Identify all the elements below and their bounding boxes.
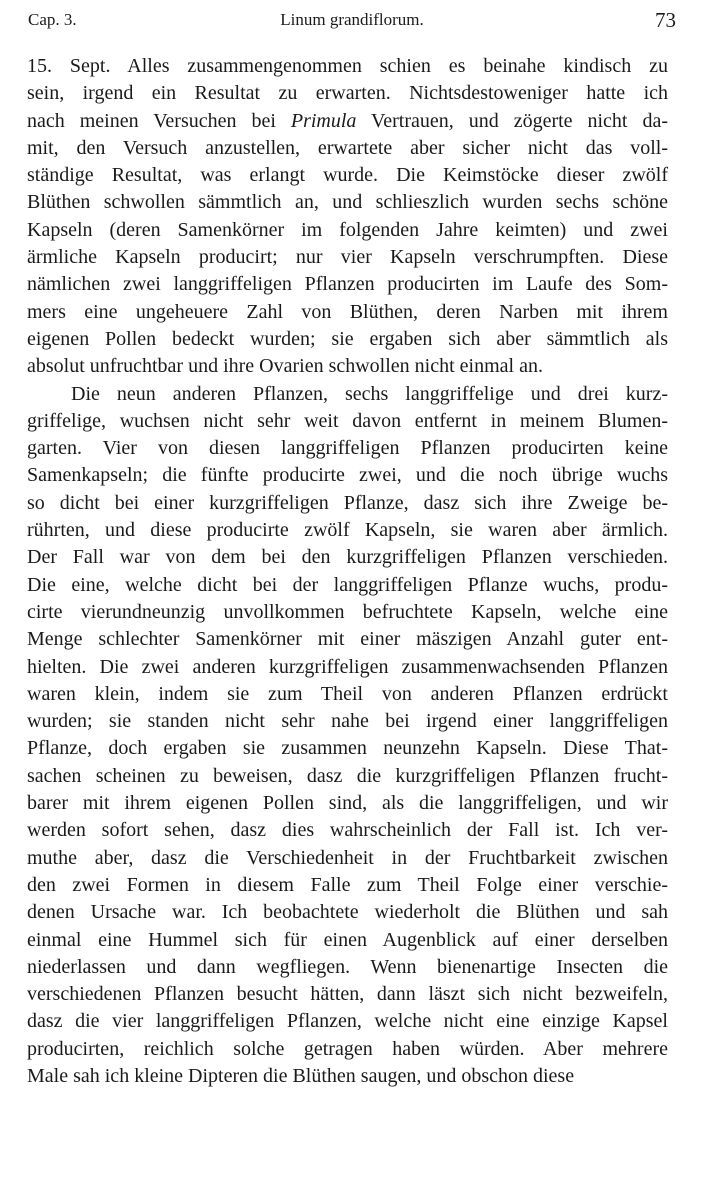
text-line: Der Fall war von dem bei den kurzgriffeligen Pflanzen verschieden. — [27, 546, 668, 569]
text-line: absolut unfruchtbar und ihre Ovarien schwollen nicht einmal an. — [27, 355, 543, 378]
text-line: dasz die vier langgriffeligen Pflanzen, welche nicht eine einzige Kapsel — [27, 1010, 668, 1033]
running-title: Linum grandiflorum. — [280, 10, 424, 29]
text-line: nach meinen Versuchen bei Primula Vertrauen, und zögerte nicht da- — [27, 109, 668, 132]
text-line: Male sah ich kleine Dipteren die Blüthen saugen, und obschon diese — [27, 1064, 575, 1087]
page-number: 73 — [655, 8, 676, 32]
text-line: denen Ursache war. Ich beobachtete wiederholt die Blüthen und sah — [27, 901, 668, 924]
text-line: sein, irgend ein Resultat zu erwarten. Nichtsdestoweniger hatte ich — [27, 82, 668, 105]
text-line: Blüthen schwollen sämmtlich an, und schlieszlich wurden sechs schöne — [27, 191, 668, 214]
text-line: cirte vierundneunzig unvollkommen befruchtete Kapseln, welche eine — [27, 600, 668, 623]
text-line: Die neun anderen Pflanzen, sechs langgriffelige und drei kurz- — [71, 382, 668, 405]
text-line: ständige Resultat, was erlangt wurde. Die Keimstöcke dieser zwölf — [27, 164, 668, 187]
running-header — [28, 8, 676, 36]
text-line: Samenkapseln; die fünfte producirte zwei, und die noch übrige wuchs — [27, 464, 668, 487]
text-line: barer mit ihrem eigenen Pollen sind, als die langgriffeligen, und wir — [27, 792, 668, 815]
text-line: ärmliche Kapseln producirt; nur vier Kapseln verschrumpften. Diese — [27, 246, 668, 269]
text-line: rührten, und diese producirte zwölf Kapseln, sie waren aber ärmlich. — [27, 519, 668, 542]
text-line: eigenen Pollen bedeckt wurden; sie ergaben sich aber sämmtlich als — [27, 327, 668, 350]
text-line: Pflanze, doch ergaben sie zusammen neunzehn Kapseln. Diese That- — [27, 737, 668, 760]
chapter-label: Cap. 3. — [28, 10, 77, 29]
text-line: 15. Sept. Alles zusammengenommen schien es beinahe kindisch zu — [27, 55, 668, 77]
text-line: so dicht bei einer kurzgriffeligen Pflanze, dasz sich ihre Zweige be- — [27, 491, 668, 514]
text-line: den zwei Formen in diesem Falle zum Theil Folge einer verschie- — [27, 873, 668, 896]
text-line: Kapseln (deren Samenkörner im folgenden Jahre keimten) und zwei — [27, 218, 668, 241]
body-text — [27, 53, 668, 1090]
text-line: hielten. Die zwei anderen kurzgriffeligen zusammenwachsenden Pflanzen — [27, 655, 668, 678]
paragraph — [27, 381, 668, 1091]
text-line: nämlichen zwei langgriffeligen Pflanzen producirten im Laufe des Som- — [27, 273, 668, 296]
text-line: muthe aber, dasz die Verschiedenheit in der Fruchtbarkeit zwischen — [27, 846, 668, 869]
text-line: mit, den Versuch anzustellen, erwartete aber sicher nicht das voll- — [27, 136, 668, 159]
text-line: wurden; sie standen nicht sehr nahe bei irgend einer langgriffeligen — [27, 710, 668, 733]
text-line: werden sofort sehen, dasz dies wahrscheinlich der Fall ist. Ich ver- — [27, 819, 668, 842]
text-line: mers eine ungeheuere Zahl von Blüthen, deren Narben mit ihrem — [27, 300, 668, 323]
text-line: sachen scheinen zu beweisen, dasz die kurzgriffeligen Pflanzen frucht- — [27, 764, 668, 787]
text-line: verschiedenen Pflanzen besucht hätten, dann läszt sich nicht bezweifeln, — [27, 983, 668, 1006]
text-line: producirten, reichlich solche getragen haben würden. Aber mehrere — [27, 1037, 668, 1060]
text-line: einmal eine Hummel sich für einen Augenblick auf einer derselben — [27, 928, 668, 951]
text-line: niederlassen und dann wegfliegen. Wenn bienenartige Insecten die — [27, 955, 668, 978]
text-line: Die eine, welche dicht bei der langgriffeligen Pflanze wuchs, produ- — [27, 573, 668, 596]
text-line: garten. Vier von diesen langgriffeligen Pflanzen producirten keine — [27, 437, 668, 460]
paragraph — [27, 53, 668, 381]
text-line: waren klein, indem sie zum Theil von anderen Pflanzen erdrückt — [27, 682, 668, 705]
text-line: Menge schlechter Samenkörner mit einer mäszigen Anzahl guter ent- — [27, 628, 668, 651]
text-line: griffelige, wuchsen nicht sehr weit davon entfernt in meinem Blumen- — [27, 409, 668, 432]
